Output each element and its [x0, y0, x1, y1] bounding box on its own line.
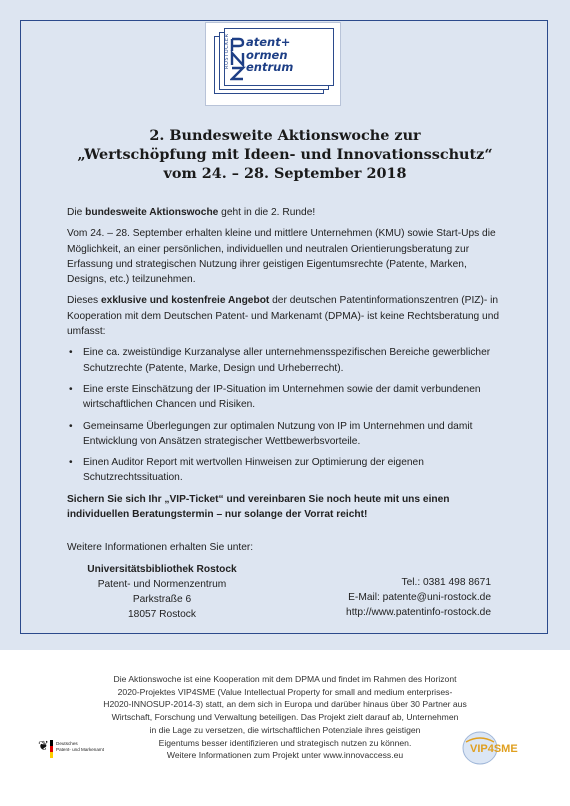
offer-text: Dieses [67, 295, 101, 307]
city-address: 18057 Rostock [128, 609, 196, 620]
website-link[interactable]: http://www.patentinfo-rostock.de [346, 607, 491, 618]
logo-vertical-text: ROSTOCKER [224, 33, 230, 69]
offer-bold: exklusive und kostenfreie Angebot [100, 295, 270, 307]
bullet-item [67, 455, 509, 486]
logo-words [246, 36, 293, 74]
flyer-body [67, 205, 509, 528]
offer-bullet-list [67, 345, 509, 485]
footer-line: Die Aktionswoche ist eine Kooperation mit dem DPMA und findet im Rahmen des Horizont [113, 674, 457, 684]
title-line-1: 2. Bundesweite Aktionswoche zur [149, 127, 421, 144]
intro-text: Die [67, 207, 86, 218]
logo-line-1: atent+ [246, 35, 291, 49]
bullet-icon: • [69, 347, 73, 359]
call-to-action-text: Sichern Sie sich Ihr „VIP-Ticket“ und vereinbaren Sie noch heute mit uns einen individuellen Beratungstermin – nur solange der Vorrat reicht! [67, 493, 450, 521]
title-line-2: „Wertschöpfung mit Ideen- und Innovationsschutz“ [77, 146, 493, 163]
flyer-title [0, 126, 570, 183]
email-address[interactable]: E-Mail: patente@uni-rostock.de [348, 592, 491, 603]
bullet-item [67, 382, 509, 413]
bullet-text: Eine erste Einschätzung der IP-Situation im Unternehmen sowie der damit verbundenen wirtschaftlichen Chancen und Risiken. [83, 383, 481, 411]
footer-line: 2020-Projektes VIP4SME (Value Intellectual Property for small and medium enterprises- [117, 686, 453, 697]
footer-line: Weitere Informationen zum Projekt unter www.innovaccess.eu [166, 750, 404, 761]
phone-number[interactable]: Tel.: 0381 498 8671 [401, 577, 491, 588]
bullet-icon: • [69, 457, 73, 469]
footer-line: H2020-INNOSUP-2014-3) statt, an dem sich in Europa und darüber hinaus über 30 Partner aus [103, 699, 467, 710]
title-line-3: vom 24. – 28. September 2018 [163, 165, 407, 182]
footer-line: in die Lage zu versetzen, die wirtschaftlichen Potenziale ihres geistigen [149, 724, 421, 735]
bullet-item [67, 419, 509, 450]
description-paragraph: Vom 24. – 28. September erhalten kleine und mittlere Unternehmen (KMU) sowie Start-Ups die Möglichkeit, an einer persönlichen, individuellen und neutralen Orientierungsberatung zur Erfassung und strategischen Nutzung ihrer geistigen Eigentumsrechte (Patente, Marken, Designs, etc.) teilzunehmen. [67, 228, 496, 286]
offer-paragraph [67, 293, 509, 339]
bullet-text: Gemeinsame Überlegungen zur optimalen Nutzung von IP im Unternehmen und damit Entwicklung von Ansätzen strategischer Wettbewerbsvorteile. [83, 420, 473, 447]
footer-line: Eigentums besser identifizieren und strategisch nutzen zu können. [158, 737, 412, 748]
bullet-text: Eine ca. zweistündige Kurzanalyse aller unternehmensspezifischen Bereiche gewerblicher Schutzrechte (Patente, Marke, Design und Urheberrecht). [83, 347, 491, 374]
bullet-text: Einen Auditor Report mit wertvollen Hinweisen zur Optimierung der eigenen Schutzrechtssituation. [83, 457, 424, 484]
dpma-text [56, 741, 104, 752]
patent-normen-zentrum-logo [205, 22, 341, 106]
street-address: Parkstraße 6 [132, 594, 192, 605]
bullet-item [67, 345, 509, 376]
vip4sme-logo [452, 728, 532, 768]
center-name: Patent- und Normenzentrum [97, 579, 227, 590]
logo-line-3: entrum [246, 60, 294, 74]
dpma-line-1: Deutsches [56, 741, 78, 746]
vip4sme-logo-text: VIP4SME [470, 743, 518, 755]
german-flag-icon [50, 740, 53, 758]
bullet-icon: • [69, 420, 73, 432]
footer-line: Wirtschaft, Forschung und Verwaltung beteiligen. Das Projekt zielt darauf ab, Unternehmen [111, 712, 459, 723]
call-to-action [67, 492, 509, 523]
dpma-logo [36, 739, 116, 761]
offer-text-end: der deutschen Patentinformationszentren (PIZ)- in Kooperation mit dem Deutschen Patent- und Markenamt (DPMA)- ist keine Rechtsberatung und umfasst: [67, 295, 500, 338]
contact-intro: Weitere Informationen erhalten Sie unter: [67, 542, 254, 553]
eagle-icon: ❦ [38, 738, 49, 753]
contact-block [67, 540, 507, 620]
contact-details [346, 575, 491, 620]
dpma-line-2: Patent- und Markenamt [56, 746, 105, 752]
library-address [87, 562, 237, 622]
intro-paragraph [67, 205, 509, 220]
intro-bold: bundesweite Aktionswoche [85, 207, 219, 218]
bullet-icon: • [69, 383, 73, 395]
logo-line-2: ormen [246, 47, 288, 62]
intro-text-end: geht in die 2. Runde! [218, 207, 316, 218]
library-name: Universitätsbibliothek Rostock [87, 564, 237, 575]
